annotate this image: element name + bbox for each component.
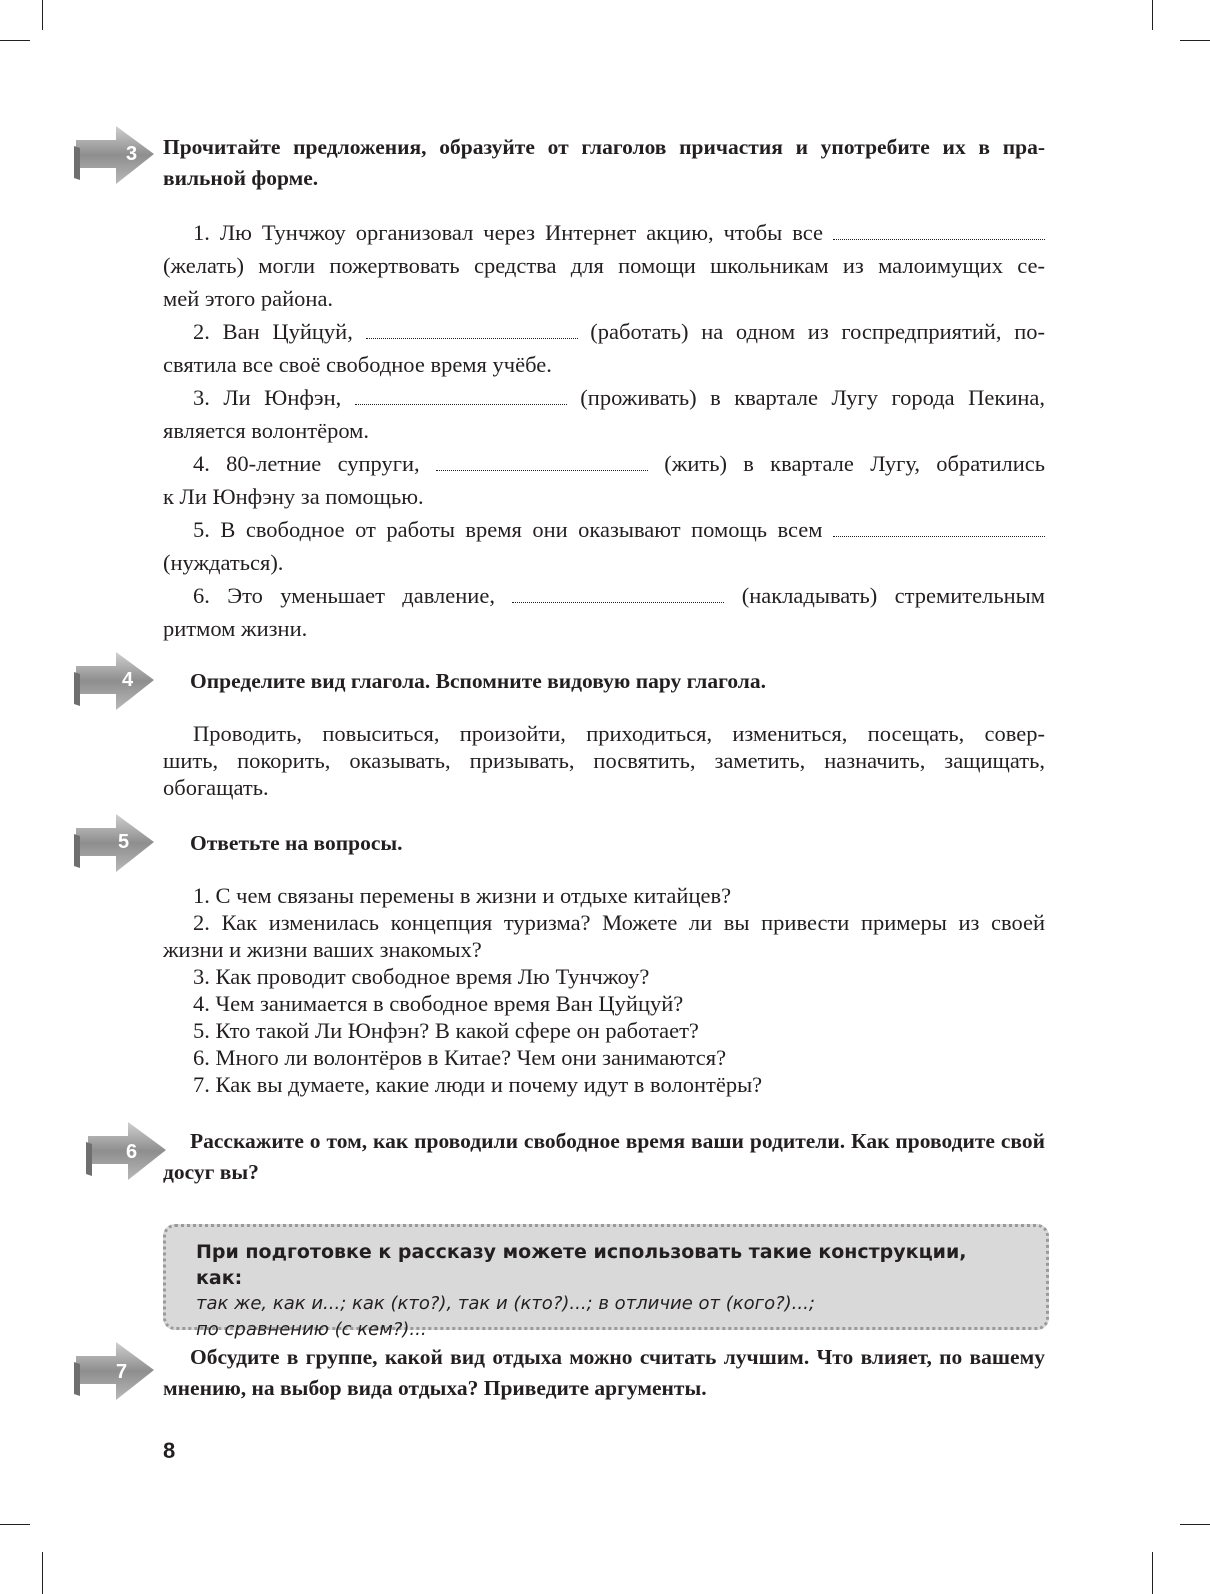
- sentence-5: 5. В свободное от работы время они оказывают помощь всем: [163, 513, 1045, 546]
- question: 6. Много ли волонтёров в Китае? Чем они занимаются?: [193, 1045, 727, 1070]
- hint-title: При подготовке к рассказу можете использовать такие конструкции, как:: [196, 1241, 967, 1289]
- exercise-arrow-icon: [70, 122, 156, 190]
- answer-blank[interactable]: [355, 384, 567, 405]
- question: 7. Как вы думаете, какие люди и почему идут в волонтёры?: [193, 1072, 763, 1097]
- exercise3-sentences: 1. Лю Тунчжоу организовал через Интернет акцию, чтобы все (желать) могли пожертвовать средства для помощи школьникам из малоимущих се- мей этого района. 2. Ван Цуйцуй, (работать) на одном из госпредприятий, по- святила все своё свободное время учёбе. 3. Ли Юнфэн, (проживать) в квартале Лугу города Пекина, является волонтёром. 4. 80-летние супруги, (жить) в квартале Лугу, обратились к Ли Юнфэну за помощью. 5. В свободное от работы время они оказывают помощь всем (нуждаться). 6. Это уменьшает давление, (накладывать) стремительным ритмом жизни.: [163, 216, 1045, 645]
- exercise4-verbs: Проводить, повыситься, произойти, приходиться, измениться, посещать, совер- шить, покорить, оказывать, призывать, посвятить, заметить, назначить, защищать, обогащать.: [163, 721, 1045, 800]
- crop-mark: [42, 1552, 43, 1594]
- exercise3-heading: Прочитайте предложения, образуйте от глаголов причастия и употребите их в пра- вильной форме.: [163, 135, 1045, 190]
- exercise6-heading: Расскажите о том, как проводили свободное время ваши родители. Как проводите свой досуг вы?: [163, 1129, 1045, 1184]
- sentence-2: 2. Ван Цуйцуй, (работать) на одном из госпредприятий, по-: [193, 319, 1046, 344]
- crop-mark: [42, 0, 43, 30]
- question: 4. Чем занимается в свободное время Ван Цуйцуй?: [193, 991, 684, 1016]
- exercise-arrow-icon: [70, 1338, 156, 1406]
- question: 1. С чем связаны перемены в жизни и отдыхе китайцев?: [193, 883, 732, 908]
- crop-mark: [1180, 1524, 1210, 1525]
- question: 5. Кто такой Ли Юнфэн? В какой сфере он работает?: [193, 1018, 699, 1043]
- crop-mark: [1180, 40, 1210, 41]
- exercise5-heading: Ответьте на вопросы.: [190, 831, 403, 855]
- question: 2. Как изменилась концепция туризма? Можете ли вы привести примеры из своей: [193, 910, 1045, 935]
- sentence-4: 4. 80-летние супруги, (жить) в квартале Лугу, обратились: [193, 451, 1046, 476]
- exercise5-questions: 1. С чем связаны перемены в жизни и отдыхе китайцев? 2. Как изменилась концепция туризма? Можете ли вы привести примеры из своей жизни и жизни ваших знакомых? 3. Как проводит свободное время Лю Тунчжоу? 4. Чем занимается в свободное время Ван Цуйцуй? 5. Кто такой Ли Юнфэн? В какой сфере он работает? 6. Много ли волонтёров в Китае? Чем они занимаются? 7. Как вы думаете, какие люди и почему идут в волонтёры?: [163, 883, 1045, 1097]
- crop-mark: [0, 1524, 30, 1525]
- answer-blank[interactable]: [436, 450, 648, 471]
- sentence-1: 1. Лю Тунчжоу организовал через Интернет акцию, чтобы все: [163, 216, 1045, 249]
- sentence-3: 3. Ли Юнфэн, (проживать) в квартале Лугу города Пекина,: [193, 385, 1046, 410]
- answer-blank[interactable]: [512, 582, 724, 603]
- exercise-number: 7: [116, 1361, 128, 1383]
- exercise7-heading: Обсудите в группе, какой вид отдыха можно считать лучшим. Что влияет, по вашему мнению, на выбор вида отдыха? Приведите аргументы.: [163, 1345, 1045, 1400]
- exercise4-heading: Определите вид глагола. Вспомните видовую пару глагола.: [190, 669, 766, 693]
- exercise-number: 6: [126, 1141, 138, 1163]
- exercise-number: 4: [122, 669, 134, 691]
- exercise-number: 5: [118, 831, 130, 853]
- answer-blank[interactable]: [833, 219, 1045, 240]
- sentence-6: 6. Это уменьшает давление, (накладывать) стремительным: [193, 583, 1046, 608]
- exercise-number: 3: [126, 143, 138, 165]
- crop-mark: [1152, 0, 1153, 30]
- page-number: 8: [163, 1438, 176, 1463]
- answer-blank[interactable]: [833, 516, 1045, 537]
- exercise-arrow-icon: [82, 1118, 168, 1186]
- question: 3. Как проводит свободное время Лю Тунчжоу?: [193, 964, 650, 989]
- hint-line: по сравнению (с кем?)...: [196, 1319, 427, 1340]
- hint-line: так же, как и...; как (кто?), так и (кто?)...; в отличие от (кого?)...;: [196, 1293, 815, 1314]
- hint-box: [163, 1224, 1049, 1340]
- crop-mark: [0, 40, 30, 41]
- answer-blank[interactable]: [366, 318, 578, 339]
- crop-mark: [1152, 1552, 1153, 1594]
- exercise-arrow-icon: [70, 810, 156, 878]
- exercise-arrow-icon: [70, 648, 156, 716]
